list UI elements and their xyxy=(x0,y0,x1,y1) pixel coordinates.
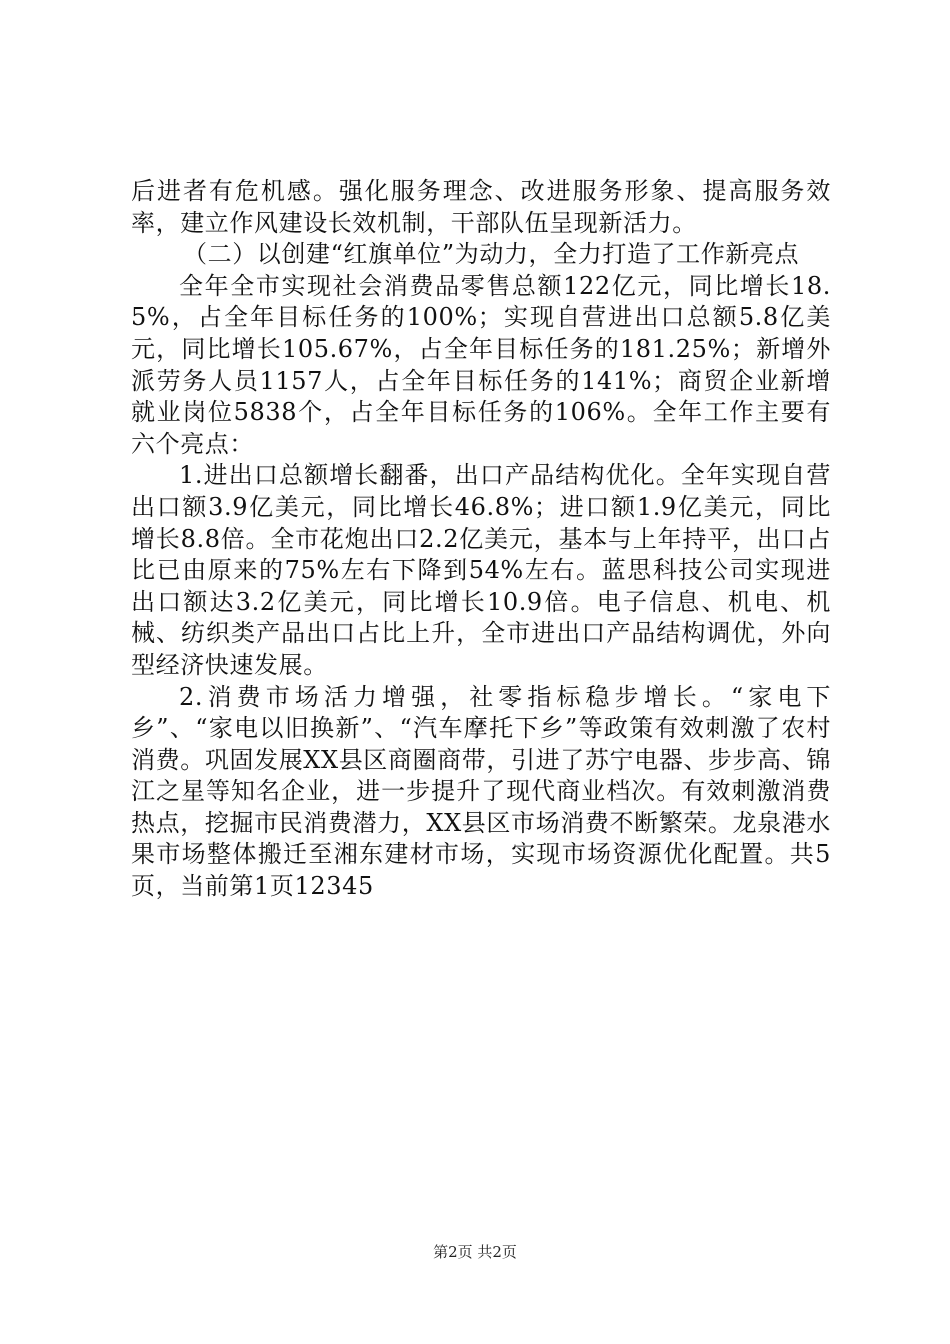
paragraph-summary: 全年全市实现社会消费品零售总额122亿元，同比增长18.5%，占全年目标任务的100%；实现自营进出口总额5.8亿美元，同比增长105.67%，占全年目标任务的181.25%；新增外派劳务人员1157人，占全年目标任务的141%；商贸企业新增就业岗位5838个，占全年目标任务的106%。全年工作主要有六个亮点： xyxy=(131,271,831,458)
document-body xyxy=(131,176,831,903)
paragraph-continuation: 后进者有危机感。强化服务理念、改进服务形象、提高服务效率，建立作风建设长效机制，干部队伍呈现新活力。 xyxy=(131,177,831,237)
page-footer: 第2页 共2页 xyxy=(433,1243,517,1261)
section-heading: （二）以创建“红旗单位”为动力，全力打造了工作新亮点 xyxy=(183,240,800,269)
paragraph-highlight-1: 1.进出口总额增长翻番，出口产品结构优化。全年实现自营出口额3.9亿美元，同比增长46.8%；进口额1.9亿美元，同比增长8.8倍。全市花炮出口2.2亿美元，基本与上年持平，出口占比已由原来的75%左右下降到54%左右。蓝思科技公司实现进出口额达3.2亿美元，同比增长10.9倍。电子信息、机电、机械、纺织类产品出口占比上升，全市进出口产品结构调优，外向型经济快速发展。 xyxy=(131,461,831,679)
paragraph-highlight-2: 2.消费市场活力增强，社零指标稳步增长。“家电下乡”、“家电以旧换新”、“汽车摩托下乡”等政策有效刺激了农村消费。巩固发展XX县区商圈商带，引进了苏宁电器、步步高、锦江之星等知名企业，进一步提升了现代商业档次。有效刺激消费热点，挖掘市民消费潜力，XX县区市场消费不断繁荣。龙泉港水果市场整体搬迁至湘东建材市场，实现市场资源优化配置。共5页，当前第1页12345 xyxy=(131,682,831,901)
